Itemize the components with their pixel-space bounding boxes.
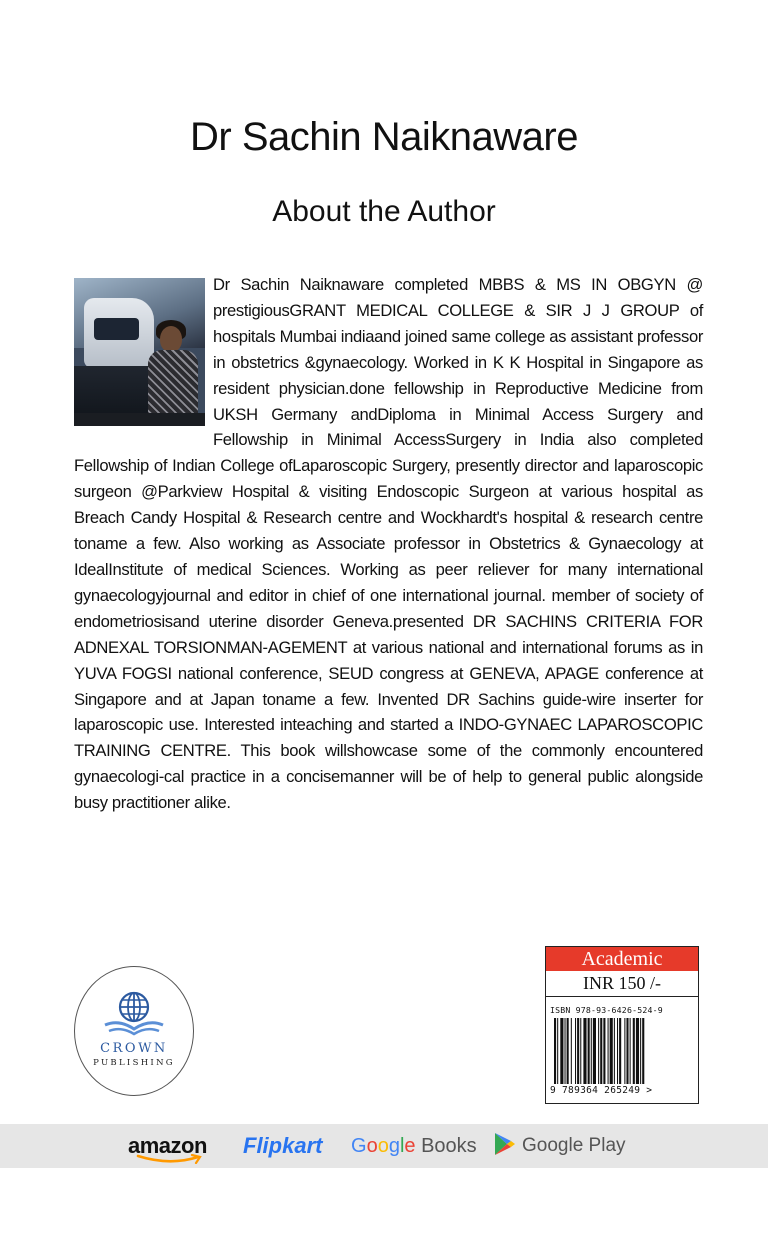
price-label: INR 150 /- <box>583 973 661 993</box>
category-label: Academic <box>546 947 698 971</box>
bio-text: Dr Sachin Naiknaware completed MBBS & MS IN OBGYN @ prestigiousGRANT MEDICAL COLLEGE & SIR J J GROUP of hospitals Mumbai indiaand joined same college as assistant professor in obstetrics &gynaecology. Worked in K K Hospital in Singapore as resident physician.done fellowship in Reproductive Medicine from UKSH Germany andDiploma in Minimal Access Surgery and Fellowship in Minimal AccessSurgery in India also completed Fellowship of Indian College ofLaparoscopic Surgery, presently director and laparoscopic surgeon @Parkview Hospital & visiting Endoscopic Surgeon at various hospital as Breach Candy Hospital & Research centre and Wockhardt's hospital & research centre toname a few. Also working as Associate professor in Obstetrics & Gynaecology at IdealInstitute of medical Sciences. Working as peer reliever for many international gynaecologyjournal and editor in chief of one international journal. member of society of endometriosisand uterine disorder Geneva.presented DR SACHINS CRITERIA FOR ADNEXAL TORSIONMAN-AGEMENT at various national and international forums as in YUVA FOGSI national conference, SEUD congress at GENEVA, APAGE conference at Singapore and at Japan toname a few. Invented DR Sachins guide-wire inserter for laparoscopic use. Interested inteaching and started a INDO-GYNAEC LAPAROSCOPIC TRAINING CENTRE. This book willshowcase some of the commonly encountered gynaecologi-cal practice in a concisemanner will be of help to general public alongside busy practitioner alike. <box>74 275 703 813</box>
amazon-smile-icon <box>136 1154 206 1164</box>
gb-letter: l <box>399 1135 405 1157</box>
author-name: Dr Sachin Naiknaware <box>190 115 578 159</box>
amazon-wordmark: amazon <box>128 1133 207 1158</box>
barcode-digits: 9 789364 265249 > <box>550 1085 653 1096</box>
store-bar <box>0 1124 768 1168</box>
section-heading: About the Author <box>272 195 496 228</box>
barcode-icon <box>554 1018 690 1084</box>
google-play-logo[interactable] <box>494 1124 626 1168</box>
google-books-logo[interactable] <box>351 1124 477 1168</box>
gb-letter: e <box>404 1135 416 1157</box>
google-play-icon <box>494 1132 516 1156</box>
gb-suffix: Books <box>415 1135 477 1157</box>
isbn-label: ISBN 978-93-6426-524-9 <box>550 1005 663 1015</box>
globe-book-icon <box>75 967 193 1095</box>
flipkart-logo[interactable]: Flipkart <box>243 1133 323 1158</box>
publisher-name: CROWN <box>100 1041 168 1056</box>
gb-letter: G <box>351 1135 367 1157</box>
author-bio <box>74 272 703 816</box>
google-play-text: Google Play <box>522 1135 626 1156</box>
amazon-logo[interactable] <box>128 1124 207 1168</box>
price-barcode-box <box>545 946 699 1104</box>
gb-letter: g <box>388 1135 400 1157</box>
gb-letter: o <box>366 1135 378 1157</box>
gb-letter: o <box>377 1135 389 1157</box>
author-photo <box>74 278 205 426</box>
publisher-subtitle: PUBLISHING <box>93 1058 175 1068</box>
publisher-logo <box>74 966 194 1096</box>
